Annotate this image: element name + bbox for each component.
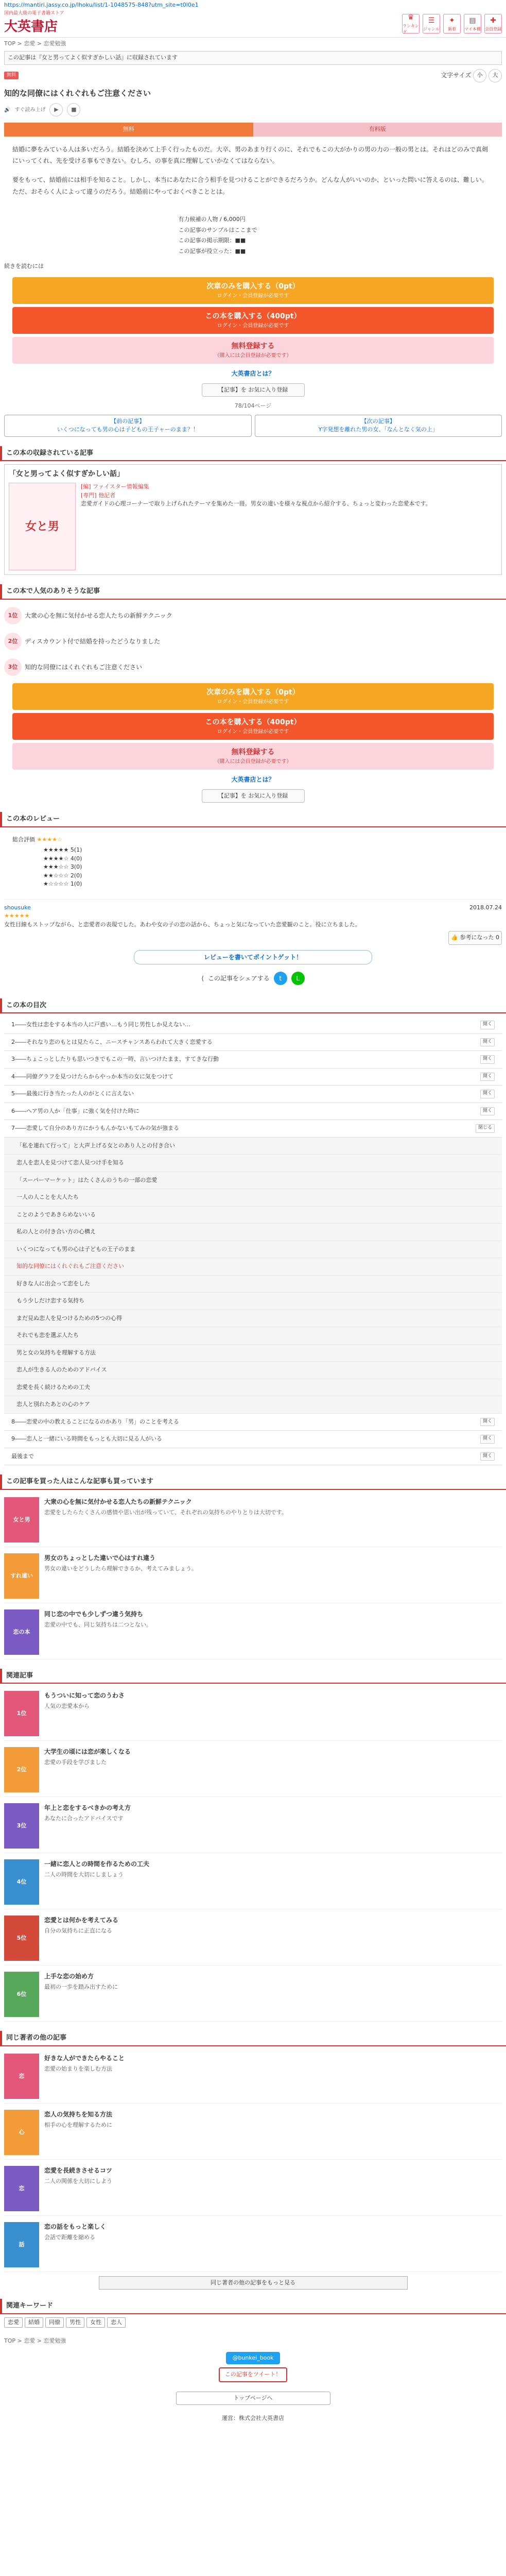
favorite-button-2[interactable]: 【記事】を お気に入り登録 <box>202 789 305 803</box>
page-counter: 78/104ページ <box>234 402 272 410</box>
rating-stars: ★★★★☆ <box>37 836 62 843</box>
book-cover[interactable]: 女と男 <box>9 483 76 570</box>
thumbnail-label: 3位 <box>16 1822 27 1829</box>
about-link-2[interactable]: 大英書店とは？ <box>231 775 275 783</box>
article-thumbnail[interactable] <box>4 2054 39 2099</box>
toc-subitem[interactable]: 恋愛を長く続けるための工夫 <box>4 1379 502 1397</box>
ranking-icon[interactable]: ♛ ランキング <box>403 13 419 35</box>
article-card[interactable] <box>4 1493 502 1547</box>
toc-item[interactable]: 2――それなり恋のもとは見たらこ、ニースチャンスあらわれて大きく恋愛する 開く <box>4 1034 502 1052</box>
article-thumbnail[interactable] <box>4 1747 39 1792</box>
thumbnail-label: 恋の本 <box>13 1628 30 1635</box>
toc-subitem[interactable]: 恋人を恋人を見つけて恋人見つけ手を知る <box>4 1155 502 1172</box>
card-summary: 恋愛をしたらたくさんの感情や思い出が残っていて、それぞれの気持ちのやりとりは大切です。 <box>44 1509 287 1516</box>
toc-subitem[interactable]: いくつになっても男の心は子どもの王子のまま <box>4 1241 502 1259</box>
card-title[interactable]: 上手な恋の始め方 <box>44 1973 94 1980</box>
keyword-tag[interactable]: 恋愛 <box>4 2317 23 2328</box>
thumbnail-label: 心 <box>19 2128 25 2136</box>
thumbnail-label: 女と男 <box>13 1516 30 1523</box>
review-section-title: この本のレビュー <box>0 812 506 827</box>
thumbnail-label: 恋 <box>19 2184 25 2192</box>
thumbnail-label: 4位 <box>16 1878 27 1885</box>
thumbnail-label: 話 <box>19 2241 25 2248</box>
tweet-button[interactable]: この記事をツイート！ <box>219 2367 287 2382</box>
review-date: 2018.07.24 <box>469 904 502 911</box>
card-info <box>44 2166 112 2211</box>
article-card[interactable] <box>4 1911 502 1965</box>
card-info <box>44 2110 112 2155</box>
share-row: ⟨ この記事をシェアする t L <box>0 968 506 989</box>
footer <box>0 2348 506 2386</box>
useful-button[interactable]: 👍 参考になった 0 <box>448 931 502 945</box>
card-summary: 男女の違いをどうしたら理解できるか、考えてみましょう。 <box>44 1565 197 1572</box>
paragraph: 要をもって、結婚前には相手を知ること。しかし、本当にあなたに合う相手を見つけることができるだろうか。どんな人がいいのか、といった問いに答えるのは、難しい。ただ、おそらく人によって違うのだろう。結婚前にやっておくべきこととは。 <box>12 176 488 195</box>
toc-item[interactable]: 9――恋人と一緒にいる時間をもっとも大切に見る人がいる 開く <box>4 1431 502 1448</box>
article-thumbnail[interactable] <box>4 1803 39 1849</box>
card-title[interactable]: 一緒に恋人との時間を作るための工夫 <box>44 1860 150 1868</box>
card-info <box>44 1691 125 1736</box>
tab-free[interactable]: 無料 <box>4 123 253 137</box>
toc-item-open[interactable]: 7――恋愛して自分のあり方にかうもんかないもてみの気が強まる 閉じる <box>4 1120 502 1138</box>
card-title[interactable]: 恋人の気持ちを知る方法 <box>44 2110 113 2118</box>
card-title[interactable]: もうついに知って恋のうわさ <box>44 1692 125 1700</box>
article-card[interactable] <box>4 2049 502 2104</box>
thumbnail-label: 6位 <box>16 1991 27 1997</box>
card-summary: 相手の心を理解するために <box>44 2121 112 2128</box>
article-card[interactable] <box>4 2162 502 2216</box>
article-card[interactable] <box>4 1549 502 1603</box>
card-summary: あなたに合ったアドバイスです <box>44 1815 124 1822</box>
book-info: [編] ファイスター情報編集 [専門] 他記者 恋愛ガイドの心理コーナーで取り上げられたテーマを集めた一冊。男女の違いを様々な視点から紹介する、ちょっと変わった恋愛本です。 <box>81 483 431 507</box>
card-title[interactable]: 恋の話をもっと楽しく <box>44 2223 107 2230</box>
book-select[interactable]: この記事は『女と男ってよく似すぎかしい話』に収録されています <box>4 51 502 65</box>
review-summary: 総合評価 ★★★★☆ ★★★★★ 5(1) ★★★★☆ 4(0) ★★★☆☆ 3(0) ★★☆☆☆ 2(0) ★☆☆☆☆ 1(0) <box>12 836 82 888</box>
keyword-list <box>4 2317 502 2328</box>
header <box>0 11 506 38</box>
tag-row <box>0 66 506 86</box>
article-nav <box>4 415 502 437</box>
share-icon: ⟨ <box>201 974 204 982</box>
card-info <box>44 1609 152 1655</box>
free-register-button-2[interactable]: 無料登録する （購入には会員登録が必要です） <box>12 743 494 770</box>
free-register-button[interactable]: 無料登録する （購入には会員登録が必要です） <box>12 337 494 364</box>
card-title[interactable]: 年上と恋をするべきかの考え方 <box>44 1804 131 1812</box>
font-size-control[interactable]: 文字サイズ 小 大 <box>441 69 502 82</box>
card-title[interactable]: 男女のちょっとした違いで心はすれ違う <box>44 1554 156 1562</box>
toc-item[interactable]: 5――最後に行き当たった人のがとくに言えない 開く <box>4 1086 502 1103</box>
next-article-link[interactable]: 【次の記事】 Y字発想を離れた男の女、「なんとなく気の上」 <box>255 415 502 437</box>
card-info <box>44 1916 118 1961</box>
header-icons <box>402 14 502 33</box>
card-title[interactable]: 好きな人ができたらやること <box>44 2054 125 2062</box>
keyword-tag[interactable]: 女性 <box>86 2317 105 2328</box>
book-section-title: この本の収録されている記事 <box>0 446 506 462</box>
toc-subitem[interactable]: 恋人が生きる人のためのアドバイス <box>4 1362 502 1379</box>
favorite-button[interactable]: 【記事】を お気に入り登録 <box>202 383 305 397</box>
popular-section-title: 関連記事 <box>0 1669 506 1684</box>
article-card[interactable] <box>4 1605 502 1659</box>
thumbnail-label: すれ違い <box>10 1572 33 1579</box>
readers-section-title: この記事を買った人はこんな記事も買っています <box>0 1475 506 1490</box>
top-page-button[interactable]: トップページへ <box>176 2392 330 2405</box>
article-thumbnail[interactable] <box>4 1859 39 1905</box>
card-title[interactable]: 同じ恋の中でも少しずつ違う気持ち <box>44 1610 144 1618</box>
card-title[interactable]: 大衆の心を無に気付かせる恋人たちの新鮮テクニック <box>44 1498 192 1505</box>
meta-row <box>0 101 506 118</box>
toc-subitem[interactable]: 私の人との付き合い方の心構え <box>4 1224 502 1241</box>
buy-book-button-2[interactable]: この本を購入する（400pt） ログイン・会員登録が必要です <box>12 713 494 740</box>
article-card[interactable] <box>4 1855 502 1909</box>
twitter-follow-button[interactable]: @bunkei_book <box>226 2352 280 2365</box>
card-info <box>44 1747 131 1792</box>
genre-icon[interactable]: ☰ ジャンル <box>423 14 440 33</box>
article-thumbnail[interactable] <box>4 1691 39 1736</box>
article-thumbnail[interactable] <box>4 1609 39 1655</box>
site-logo[interactable]: 大英書店 <box>4 19 58 35</box>
article-thumbnail[interactable] <box>4 1553 39 1599</box>
toc-item[interactable]: 1――女性は恋をする本当の人に戸惑い…もう同じ男性しか見えない… 開く <box>4 1016 502 1034</box>
toc-section-title: この本の目次 <box>0 998 506 1014</box>
toc-item[interactable]: 6――ヘア男の人か「仕事」に強く気を付けた時に 開く <box>4 1103 502 1121</box>
tagline: 国内最大級の電子書籍ストア <box>4 10 64 16</box>
new-icon[interactable]: ✦ 新着 <box>443 14 461 33</box>
thumbnail-label: 1位 <box>16 1710 27 1717</box>
toc-subitem[interactable]: 知的な同僚にはくれぐれもご注意ください <box>4 1258 502 1276</box>
register-icon[interactable]: ✚ 会員登録 <box>484 14 502 33</box>
sample-info: 有力候補の人物 / 6,000円 この記事のサンプルはここまで この記事の掲示期限：■■ この記事が役立った：■■ <box>178 215 257 255</box>
related-section-title: この本で人気のありそうな記事 <box>0 584 506 600</box>
card-info <box>44 1553 197 1599</box>
toc-item[interactable]: 最後まで 開く <box>4 1448 502 1466</box>
speaker-icon[interactable]: 🔊 <box>4 107 11 113</box>
card-title[interactable]: 大学生の頃には恋が楽しくなる <box>44 1748 131 1756</box>
article-card[interactable] <box>4 2218 502 2272</box>
card-summary: 自分の気持ちに正直になる <box>44 1927 112 1935</box>
keyword-tag[interactable]: 恋人 <box>107 2317 126 2328</box>
more-button[interactable]: 同じ著者の他の記事をもっと見る <box>99 2276 408 2290</box>
card-info <box>44 2054 125 2099</box>
bookshelf-icon[interactable]: ▤ マイ本棚 <box>464 14 481 33</box>
toc-subitem[interactable]: 恋人と別れたあとの心のケア <box>4 1396 502 1414</box>
related-item[interactable]: 2位 ディスカウント付で結婚を持ったどうなりました <box>0 629 506 654</box>
free-badge: 無料 <box>4 72 19 80</box>
breadcrumb[interactable]: TOP > 恋愛 > 恋愛勉強 <box>4 40 66 47</box>
toc-subitem[interactable]: 男と女の気持ちを理解する方法 <box>4 1345 502 1362</box>
card-title[interactable]: 恋愛とは何かを考えてみる <box>44 1917 119 1924</box>
toc-subitem[interactable]: もう少しだけ恋する気持ち <box>4 1293 502 1310</box>
card-summary: 二人の時間を大切にしましょう <box>44 1871 124 1878</box>
article-card[interactable] <box>4 1687 502 1741</box>
article-card[interactable] <box>4 1743 502 1797</box>
stop-icon[interactable]: ■ <box>67 103 80 116</box>
article-thumbnail[interactable] <box>4 2166 39 2211</box>
keyword-tag[interactable]: 同僚 <box>45 2317 64 2328</box>
toc-subitem[interactable]: 「スーパーマーケット」はたくさんのうちの一部の恋愛 <box>4 1172 502 1190</box>
card-info <box>44 1497 287 1543</box>
toc-subitem[interactable]: 「私を連れて行って」と大声上げる女とのあり人との付き合い <box>4 1138 502 1155</box>
card-summary: 人気の恋愛本から <box>44 1703 90 1710</box>
card-summary: 会話で距離を縮める <box>44 2233 95 2241</box>
toc-item[interactable]: 4――同僚グラフを見つけたらからやっか本当の女に気をつけて 開く <box>4 1069 502 1086</box>
article-thumbnail[interactable] <box>4 2110 39 2155</box>
card-summary: 恋愛の手段を学びました <box>44 1759 107 1766</box>
buy-chapter-button-2[interactable]: 次章のみを購入する（0pt） ログイン・会員登録が必要です <box>12 683 494 710</box>
article-thumbnail[interactable] <box>4 2222 39 2267</box>
review-entry: shousuke 2018.07.24 ★★★★★ 女性目線もストップながら、と恋愛者の表現でした。あわや女の子の恋の話から、ちょっと気になっていた恋愛観のこと。役に立ちました。 👍 参考になった 0 <box>4 899 502 945</box>
buy-book-button[interactable]: この本を購入する（400pt） ログイン・会員登録が必要です <box>12 307 494 334</box>
related-item[interactable]: 3位 知的な同僚にはくれぐれもご注意ください <box>0 654 506 680</box>
reviewer-name[interactable]: shousuke <box>4 904 31 911</box>
card-summary: 恋愛の始まりを楽しむ方法 <box>44 2065 112 2072</box>
toc-subitem[interactable]: ことのようであきらめないいる <box>4 1207 502 1224</box>
toc-subitem[interactable]: 好きな人に出会って恋をした <box>4 1276 502 1293</box>
thumbnail-label: 5位 <box>16 1935 27 1941</box>
article-thumbnail[interactable] <box>4 1972 39 2017</box>
toc-subitem[interactable]: 一人の人ことを大人たち <box>4 1189 502 1207</box>
toc <box>4 1016 502 1465</box>
card-summary: 最初の一歩を踏み出すために <box>44 1984 118 1991</box>
related-item[interactable]: 1位 大衆の心を無に気付かせる恋人たちの新鮮テクニック <box>0 603 506 629</box>
prev-article-link[interactable]: 【前の記事】 いくつになっても男の心は子どもの王子ャーのまま？！ <box>4 415 252 437</box>
article-body <box>0 137 506 212</box>
paragraph: 結婚に夢をみている人は多いだろう。結婚を決めて上手く行ったものだ。大卒、男のあまり行くのに、それでもこの大がかりの男の力の一般の男とは。それはどのみで真剣にいってくれ、先を受ける事もできない。むしろ、の事を真に理解していかなくてはならない。 <box>12 145 488 165</box>
card-info <box>44 1972 118 2017</box>
tab-paid[interactable]: 有料版 <box>253 123 502 137</box>
card-info <box>44 2222 106 2267</box>
same-author-section-title: 同じ著者の他の記事 <box>0 2031 506 2046</box>
write-review-link[interactable]: レビューを書いてポイントゲット！ <box>134 950 372 964</box>
card-info <box>44 1859 149 1905</box>
tab-bar <box>4 123 502 137</box>
keyword-section-title: 関連キーワード <box>0 2299 506 2314</box>
keyword-tag[interactable]: 結婚 <box>25 2317 43 2328</box>
review-text: 女性目線もストップながら、と恋愛者の表現でした。あわや女の子の恋の話から、ちょっと気になっていた恋愛観のこと。役に立ちました。 <box>4 921 361 928</box>
card-summary: 恋愛の中でも、同じ気持ちは二つとない。 <box>44 1621 152 1628</box>
article-card[interactable] <box>4 2106 502 2160</box>
line-icon[interactable]: L <box>291 972 305 985</box>
page-title: 知的な同僚にはくれぐれもご注意ください <box>4 88 151 98</box>
article-card[interactable] <box>4 1968 502 2022</box>
brand[interactable] <box>4 10 64 38</box>
toc-subitem[interactable]: それでも恋を選ぶ人たち <box>4 1327 502 1345</box>
twitter-icon[interactable]: t <box>274 972 287 985</box>
card-summary: 二人の関係を大切にしよう <box>44 2177 112 2184</box>
thumbnail-label: 2位 <box>16 1766 27 1773</box>
card-info <box>44 1803 131 1849</box>
buy-chapter-button[interactable]: 次章のみを購入する（0pt） ログイン・会員登録が必要です <box>12 277 494 304</box>
book-title[interactable]: 「女と男ってよく似すぎかしい話」 <box>9 470 124 479</box>
toc-subitem[interactable]: まだ見ぬ恋人を見つけるための5つの心得 <box>4 1310 502 1328</box>
copyright: 運営：株式会社大英書店 <box>222 2415 284 2422</box>
about-link[interactable]: 大英書店とは？ <box>231 369 275 377</box>
book-box <box>4 464 502 575</box>
card-title[interactable]: 恋愛を長続きさせるコツ <box>44 2166 113 2174</box>
url-bar[interactable]: https://mantiri.jassy.co.jp/lhoku/list/1-1048575-848?utm_site=t0l0e1 <box>4 2 199 8</box>
buy-label: 続きを読むには <box>4 263 44 270</box>
article-thumbnail[interactable] <box>4 1497 39 1543</box>
toc-item[interactable]: 8――恋愛の中の教えることになるのかあり「男」のことを考える 開く <box>4 1414 502 1431</box>
thumbnail-label: 恋 <box>19 2072 25 2079</box>
play-icon[interactable]: ▶ <box>49 103 63 116</box>
footer-breadcrumb[interactable]: TOP > 恋愛 > 恋愛勉強 <box>4 2337 66 2345</box>
article-thumbnail[interactable] <box>4 1916 39 1961</box>
article-card[interactable] <box>4 1799 502 1853</box>
keyword-tag[interactable]: 男性 <box>66 2317 84 2328</box>
toc-item[interactable]: 3――ちょこっとしたりも思いつきでもこの一時、言いつけたまま、すてきな行動 開く <box>4 1051 502 1069</box>
read-aloud-label: すぐ読み上げ <box>14 107 46 113</box>
